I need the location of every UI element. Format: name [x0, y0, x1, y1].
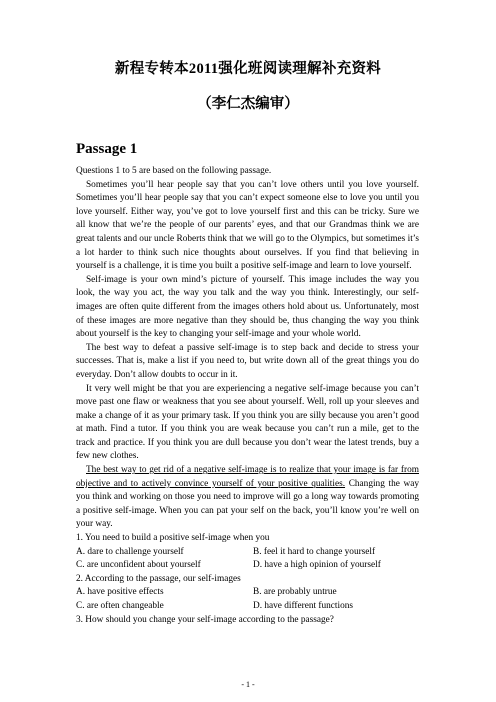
answer-blank: ________.: [271, 533, 312, 544]
paragraph-4: It very well might be that you are experiencing a negative self-image because you can’t move past one flaw or weakness that you see about yourself. Well, roll up your sleeves and make a change of it as your primary task. If you think you are silly because you aren’t good at math. Find a tutor. If you think you are weak because you can’t run a mile, get to the track and practice. If you think you are dull because you don’t wear the latest trends, buy a few new clothes.: [76, 383, 419, 462]
answer-blank: ________.: [243, 573, 283, 584]
question-2-options-row-1: [76, 586, 419, 600]
passage-intro: Questions 1 to 5 are based on the following passage.: [76, 166, 272, 176]
page-subtitle: （李仁杰编审）: [197, 96, 299, 112]
question-3-stem: 3. How should you change your self-image according to the passage?: [76, 614, 334, 625]
passage-heading: Passage 1: [76, 141, 138, 157]
passage-body: [76, 165, 419, 627]
question-1-stem: 1. You need to build a positive self-image when you ________.: [76, 533, 312, 544]
question-1-options-row-1: [76, 546, 419, 560]
question-2-stem: 2. According to the passage, our self-images ________.: [76, 573, 283, 584]
paragraph-5: [76, 464, 419, 532]
option-2b: B. are probably untrue: [253, 587, 337, 598]
option-2c: C. are often changeable: [76, 601, 164, 611]
question-2-options-row-2: [76, 600, 419, 614]
underlined-sentence: The best way to get rid of a negative self-image is to realize that your image is far from objective and to actively convince yourself of your positive qualities.: [76, 465, 419, 489]
paragraph-5-rest: Changing the way you think and working on those you need to improve will go a long way towards promoting a positive self-image. When you can pat your self on the back, you’ll know you’re well on your way.: [76, 478, 419, 530]
question-1-options-row-2: [76, 559, 419, 573]
paragraph-1: Sometimes you’ll hear people say that you can’t love others until you love yourself. Sometimes you’ll hear people say that you can’t expect someone else to love you until you love yourself. Either way, you’ve got to love yourself first and this can be tricky. Sure we all know that we’re the people of our parents’ eyes, and that our Grandmas think we are great talents and our uncle Roberts think that we will go to the Olympics, but sometimes it’s a lot harder to think such nice thoughts about ourselves. If you find that believing in yourself is a challenge, it is time you built a positive self-image and learn to love yourself.: [76, 179, 419, 272]
paragraph-3: The best way to defeat a passive self-image is to step back and decide to stress your successes. That is, make a list if you need to, but write down all of the great things you do everyday. Don’t allow doubts to occur in it.: [76, 342, 419, 380]
page-title: 新程专转本2011强化班阅读理解补充资料: [114, 61, 382, 77]
option-2d: D. have different functions: [253, 601, 353, 611]
option-1b: B. feel it hard to change yourself: [253, 546, 376, 557]
option-1d: D. have a high opinion of yourself: [253, 560, 381, 571]
option-2a: A. have positive effects: [76, 587, 164, 598]
paragraph-2: Self-image is your own mind’s picture of yourself. This image includes the way you look, the way you act, the way you talk and the way you think. Interestingly, our self-images are often quite different from the images others hold about us. Unfortunately, most of these images are more negative than they should be, thus changing the way you think about yourself is the key to changing your self-image and your whole world.: [76, 274, 419, 340]
option-1a: A. dare to challenge yourself: [76, 546, 184, 557]
option-1c: C. are unconfident about yourself: [76, 560, 201, 571]
page-number: - 1 -: [241, 680, 255, 689]
